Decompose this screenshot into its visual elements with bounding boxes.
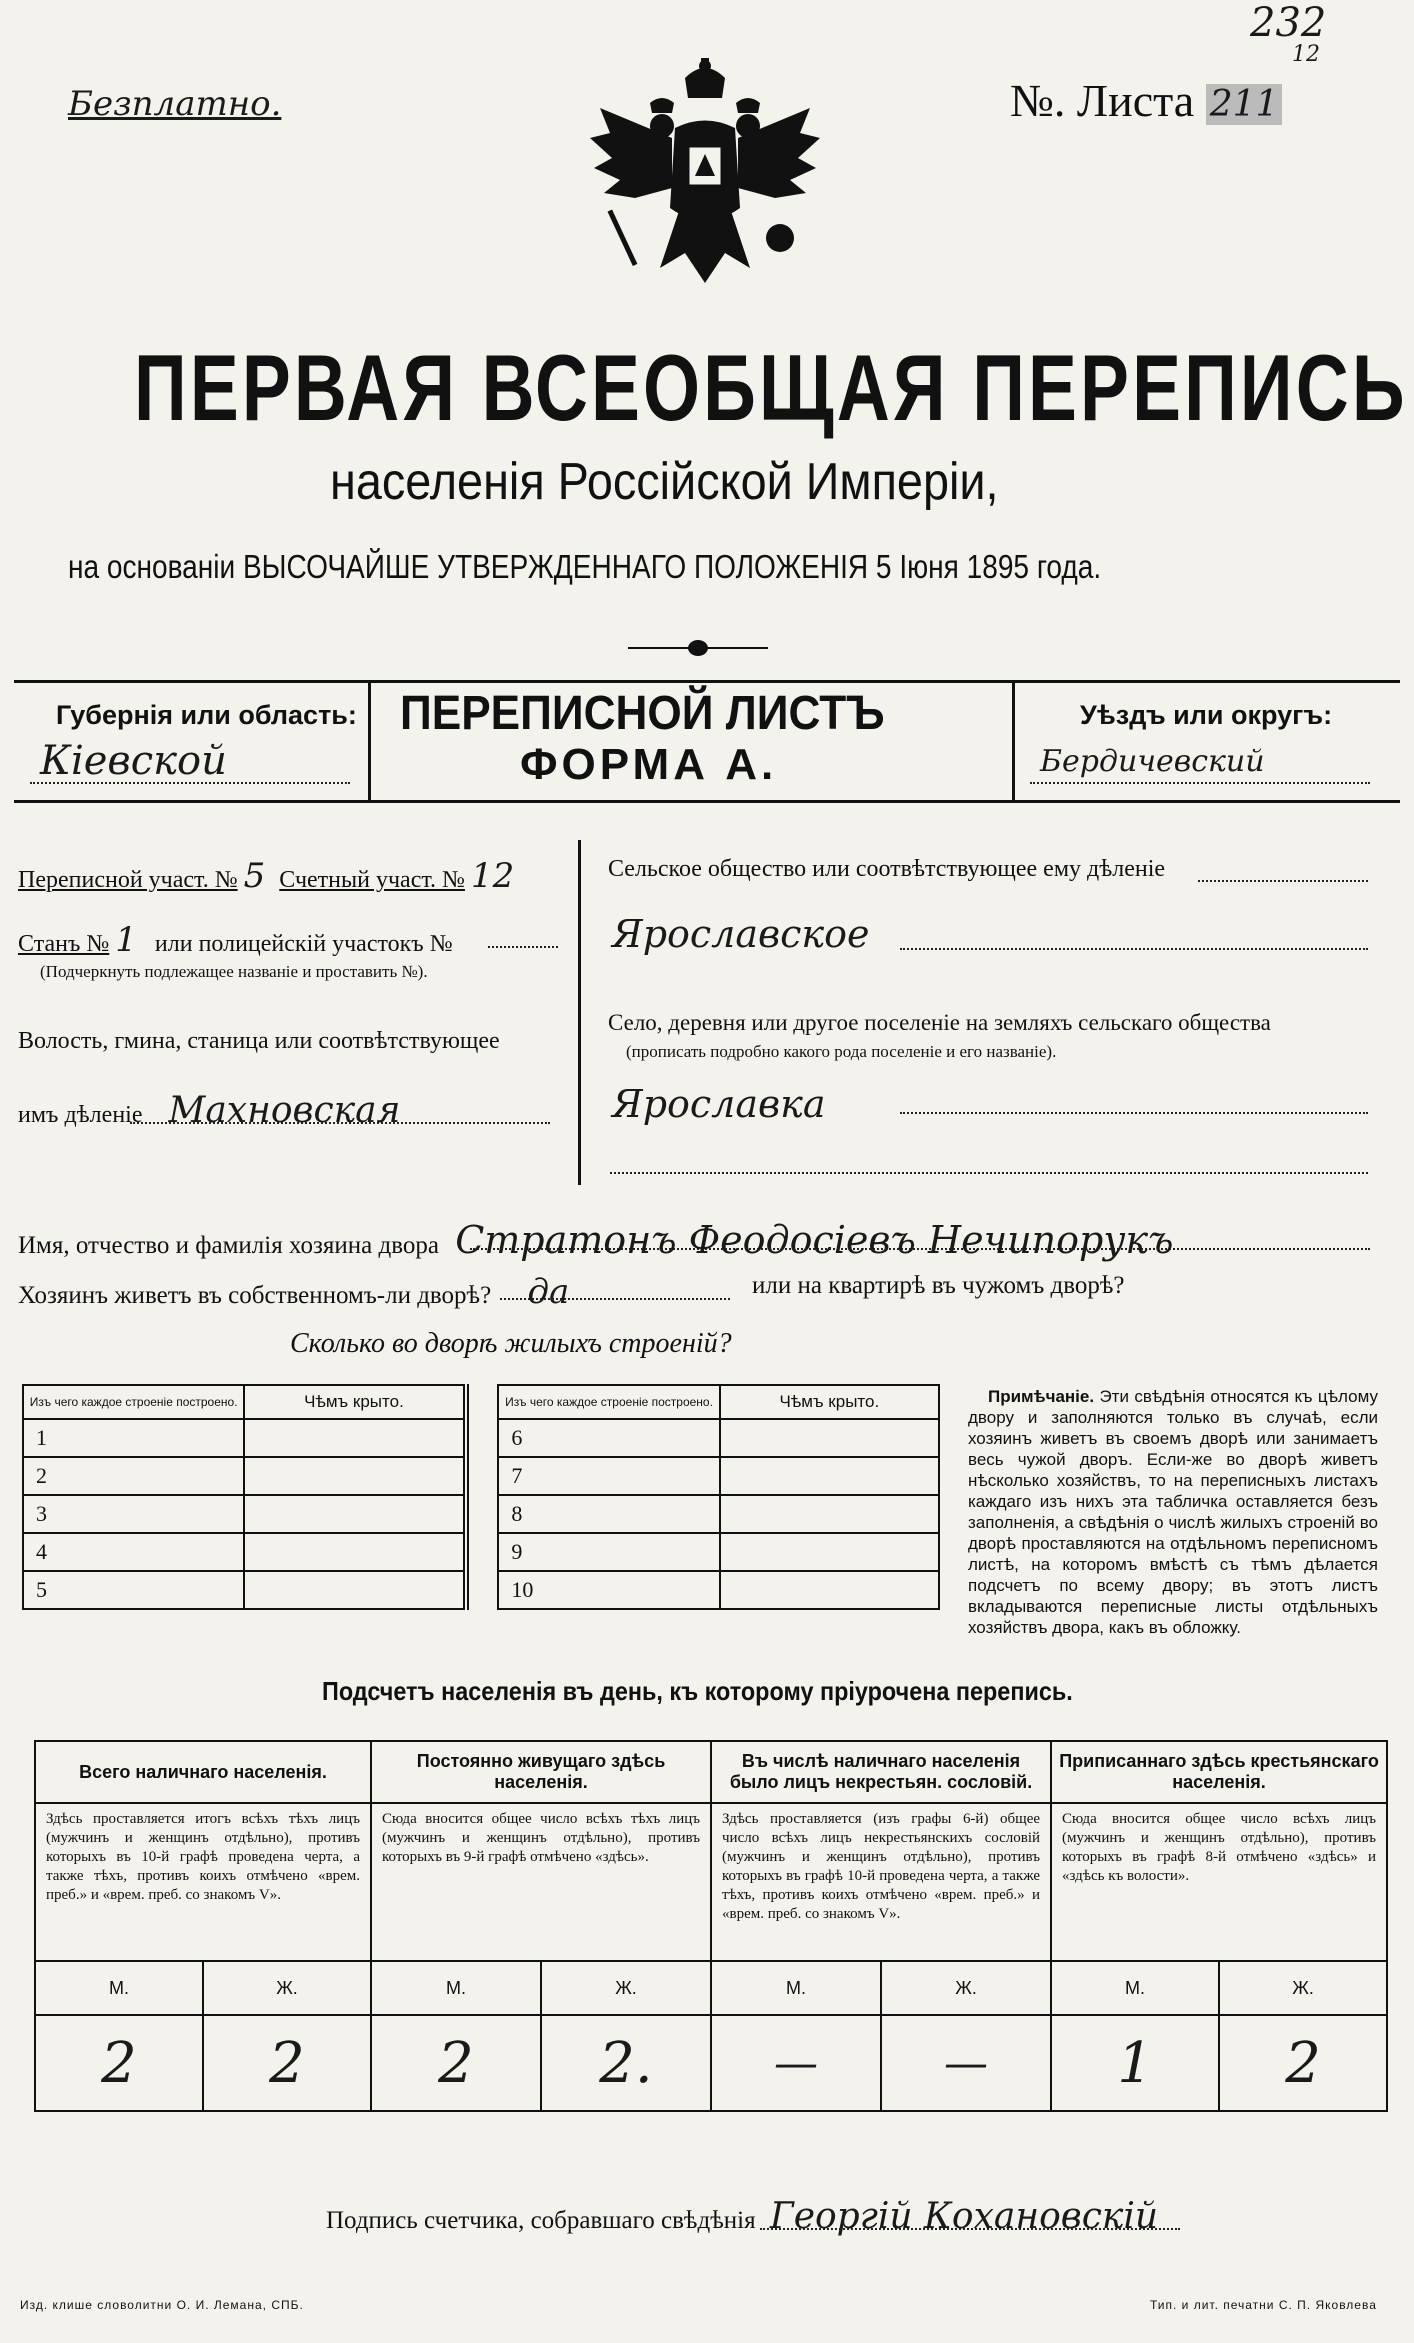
building-row-number: 6 — [498, 1419, 719, 1457]
population-title: Подсчетъ населенія въ день, къ которому пріурочена перепись. — [322, 1676, 1073, 1706]
buildings-col-material-right: Изъ чего каждое строеніе построено. — [498, 1385, 719, 1419]
building-row-number: 2 — [23, 1457, 244, 1495]
ornament-divider — [628, 640, 768, 656]
village-note: (прописать подробно какого рода поселеніе и его названіе). — [626, 1042, 1057, 1061]
building-row-number: 1 — [23, 1419, 244, 1457]
village-value: Ярославка — [612, 1082, 826, 1126]
society-value: Ярославское — [612, 912, 870, 956]
census-area-label: Переписной участ. № — [18, 867, 238, 893]
building-row-number: 8 — [498, 1495, 719, 1533]
free-label: Безплатно. — [68, 84, 282, 124]
footer-left: Изд. клише словолитни О. И. Лемана, СПБ. — [20, 2298, 304, 2312]
building-row-number: 7 — [498, 1457, 719, 1495]
buildings-note-heading: Примѣчаніе. — [988, 1387, 1095, 1406]
female-count: 2 — [1219, 2015, 1387, 2111]
province-value: Кіевской — [40, 738, 227, 784]
table-row — [23, 1457, 939, 1495]
volost-label-2: имъ дѣленіе — [18, 1102, 143, 1128]
subtitle: населенія Россійской Имперіи, — [330, 453, 999, 511]
female-count: 2. — [541, 2015, 711, 2111]
sheet-number-value: 211 — [1206, 84, 1283, 125]
stan-line — [18, 920, 453, 960]
stan-value: 1 — [115, 920, 137, 960]
buildings-note-text: Эти свѣдѣнія относятся къ цѣлому двору и заполняются только въ случаѣ, если хозяинъ живетъ въ своемъ дворѣ или занимаетъ весь чужой дворъ. Если-же во дворѣ живетъ нѣсколько хозяйствъ, то на переписныхъ листахъ каждаго изъ нихъ эта табличка оставляется безъ заполненія, а свѣдѣнія о числѣ жилыхъ строеній во дворѣ проставляются на отдѣльномъ переписномъ листѣ, на которомъ вмѣстѣ съ тѣмъ дѣлается подсчетъ по всему двору; въ этотъ листъ вкладываются переписные листы отдѣльныхъ хозяйствъ двора, какъ въ обложку. — [968, 1387, 1378, 1637]
census-area-value: 5 — [243, 856, 266, 896]
male-count: 2 — [371, 2015, 541, 2111]
main-title: ПЕРВАЯ ВСЕОБЩАЯ ПЕРЕПИСЬ — [134, 335, 1408, 440]
district-label: Уѣздъ или округъ: — [1080, 700, 1333, 730]
building-row-number: 4 — [23, 1533, 244, 1571]
population-table — [34, 1740, 1388, 2112]
female-label: Ж. — [1219, 1961, 1387, 2015]
count-area-label: Счетный участ. № — [279, 867, 465, 893]
police-label: или полицейскій участокъ № — [154, 931, 453, 957]
male-count: 1 — [1051, 2015, 1219, 2111]
buildings-col-roof-right: Чѣмъ крыто. — [720, 1385, 939, 1419]
province-label: Губернія или область: — [56, 700, 357, 730]
female-count: 2 — [203, 2015, 371, 2111]
table-row — [23, 1571, 939, 1609]
society-label: Сельское общество или соотвѣтствующее ему дѣленіе — [608, 856, 1166, 882]
village-label: Село, деревня или другое поселеніе на земляхъ сельскаго общества — [608, 1010, 1271, 1035]
sheet-number — [1010, 74, 1282, 127]
volost-label-1: Волость, гмина, станица или соотвѣтствующее — [18, 1028, 500, 1054]
signature-label: Подпись счетчика, собравшаго свѣдѣнія — [326, 2207, 756, 2234]
pop-col-desc: Здѣсь проставляется (изъ графы 6-й) общее число всѣхъ лицъ некрестьянскихъ сословій (мужчинъ и женщинъ отдѣльно), противъ которыхъ въ графѣ 10-й проведена черта, а также тѣхъ, противъ коихъ отмѣчено «врем. преб.» и «врем. преб. со знакомъ V». — [711, 1803, 1051, 1961]
female-count: — — [881, 2015, 1051, 2111]
buildings-col-roof-left: Чѣмъ крыто. — [244, 1385, 465, 1419]
form-title: ПЕРЕПИСНОЙ ЛИСТЪ — [400, 687, 885, 740]
building-row-number: 10 — [498, 1571, 719, 1609]
signature-line — [326, 2196, 1158, 2237]
count-area-value: 12 — [470, 856, 515, 896]
pop-col-header: Приписаннаго здѣсь крестьянскаго населенія. — [1051, 1741, 1387, 1803]
male-count: — — [711, 2015, 881, 2111]
footer-right: Тип. и лит. печатни С. П. Яковлева — [1150, 2298, 1377, 2312]
basis-line: на основаніи ВЫСОЧАЙШЕ УТВЕРЖДЕННАГО ПОЛОЖЕНІЯ 5 Іюня 1895 года. — [68, 548, 1102, 585]
stan-label: Станъ № — [18, 931, 110, 957]
owner-rent-label: или на квартирѣ въ чужомъ дворѣ? — [752, 1272, 1125, 1299]
corner-sub: 12 — [1292, 42, 1320, 67]
imperial-eagle-emblem — [580, 58, 830, 298]
pop-col-header: Постоянно живущаго здѣсь населенія. — [371, 1741, 711, 1803]
owner-lives-line — [18, 1272, 569, 1312]
female-label: Ж. — [541, 1961, 711, 2015]
volost-value: Махновская — [168, 1090, 401, 1131]
building-row-number: 9 — [498, 1533, 719, 1571]
pop-col-desc: Сюда вносится общее число всѣхъ тѣхъ лицъ (мужчинъ и женщинъ отдѣльно), противъ которыхъ въ 9-й графѣ отмѣчено «здѣсь». — [371, 1803, 711, 1961]
female-label: Ж. — [881, 1961, 1051, 2015]
table-row — [23, 1419, 939, 1457]
owner-name-label: Имя, отчество и фамилія хозяина двора — [18, 1232, 439, 1259]
underline-note: (Подчеркнуть подлежащее названіе и проставить №). — [40, 962, 428, 981]
owner-lives-label: Хозяинъ живетъ въ собственномъ-ли дворѣ? — [18, 1282, 492, 1309]
male-label: М. — [371, 1961, 541, 2015]
buildings-note — [968, 1386, 1378, 1638]
buildings-label: Сколько во дворѣ жилыхъ строеній? — [290, 1328, 732, 1359]
census-area-line — [18, 856, 514, 896]
sheet-number-label: №. Листа — [1010, 75, 1195, 126]
male-label: М. — [35, 1961, 203, 2015]
owner-line — [18, 1218, 1173, 1262]
male-label: М. — [1051, 1961, 1219, 2015]
buildings-table — [22, 1384, 940, 1610]
owner-name-value: Стратонъ Феодосіевъ Нечипорукъ — [455, 1218, 1174, 1262]
pop-col-desc: Здѣсь проставляется итогъ всѣхъ тѣхъ лицъ (мужчинъ и женщинъ отдѣльно), противъ которыхъ въ 10-й графѣ проведена черта, а также тѣхъ, противъ коихъ отмѣчено «врем. преб.» и «врем. преб. со знакомъ V». — [35, 1803, 371, 1961]
owner-lives-value: да — [527, 1272, 570, 1312]
pop-col-header: Въ числѣ наличнаго населенія было лицъ некрестьян. сословій. — [711, 1741, 1051, 1803]
male-count: 2 — [35, 2015, 203, 2111]
buildings-col-material-left: Изъ чего каждое строеніе построено. — [23, 1385, 244, 1419]
district-value: Бердичевский — [1040, 744, 1265, 779]
form-subtitle: ФОРМА А. — [520, 740, 778, 789]
building-row-number: 3 — [23, 1495, 244, 1533]
pop-col-desc: Сюда вносится общее число всѣхъ лицъ (мужчинъ и женщинъ отдѣльно), противъ которыхъ въ графѣ 8-й отмѣчено «здѣсь» и «здѣсь къ волости». — [1051, 1803, 1387, 1961]
table-row — [23, 1495, 939, 1533]
table-row — [23, 1533, 939, 1571]
volost-line — [18, 1090, 400, 1131]
signature-value: Георгій Кохановскій — [769, 2196, 1159, 2237]
female-label: Ж. — [203, 1961, 371, 2015]
male-label: М. — [711, 1961, 881, 2015]
building-row-number: 5 — [23, 1571, 244, 1609]
corner-number: 232 — [1250, 0, 1327, 46]
pop-col-header: Всего наличнаго населенія. — [35, 1741, 371, 1803]
